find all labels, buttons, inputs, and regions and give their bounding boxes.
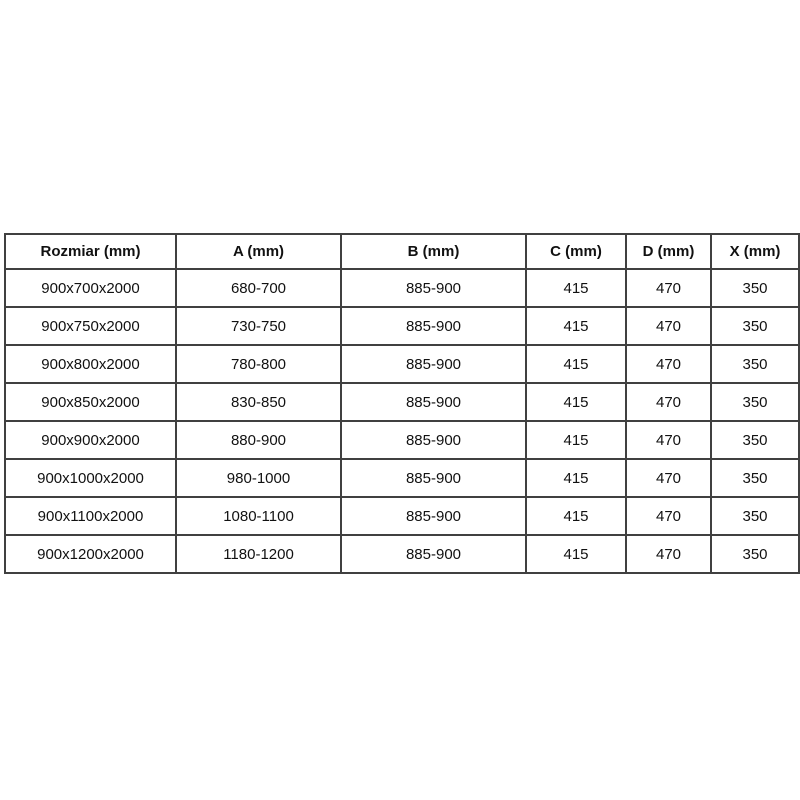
header-row bbox=[5, 234, 799, 269]
table-cell: 885-900 bbox=[341, 383, 526, 421]
table-cell: 350 bbox=[711, 307, 799, 345]
table-cell: 415 bbox=[526, 345, 626, 383]
table-cell: 900x1000x2000 bbox=[5, 459, 176, 497]
table-cell: 350 bbox=[711, 269, 799, 307]
table-cell: 885-900 bbox=[341, 421, 526, 459]
table-cell: 415 bbox=[526, 459, 626, 497]
table-cell: 415 bbox=[526, 535, 626, 573]
table-cell: 415 bbox=[526, 421, 626, 459]
table-cell: 470 bbox=[626, 345, 711, 383]
table-row bbox=[5, 497, 799, 535]
table-cell: 900x1100x2000 bbox=[5, 497, 176, 535]
table-cell: 900x1200x2000 bbox=[5, 535, 176, 573]
table-body bbox=[5, 269, 799, 573]
table-cell: 1080-1100 bbox=[176, 497, 341, 535]
table-cell: 1180-1200 bbox=[176, 535, 341, 573]
table-row bbox=[5, 307, 799, 345]
header-cell: B (mm) bbox=[341, 234, 526, 269]
table-row bbox=[5, 535, 799, 573]
header-cell: D (mm) bbox=[626, 234, 711, 269]
table-cell: 350 bbox=[711, 421, 799, 459]
table-row bbox=[5, 421, 799, 459]
table-cell: 900x800x2000 bbox=[5, 345, 176, 383]
table-cell: 900x850x2000 bbox=[5, 383, 176, 421]
table-cell: 680-700 bbox=[176, 269, 341, 307]
header-cell: X (mm) bbox=[711, 234, 799, 269]
dimensions-table bbox=[4, 233, 800, 574]
table-cell: 885-900 bbox=[341, 307, 526, 345]
table-cell: 350 bbox=[711, 459, 799, 497]
table-cell: 470 bbox=[626, 307, 711, 345]
table-cell: 470 bbox=[626, 459, 711, 497]
table-cell: 415 bbox=[526, 383, 626, 421]
table-cell: 350 bbox=[711, 345, 799, 383]
table-row bbox=[5, 345, 799, 383]
table-cell: 780-800 bbox=[176, 345, 341, 383]
table-cell: 900x900x2000 bbox=[5, 421, 176, 459]
table-cell: 470 bbox=[626, 383, 711, 421]
table-row bbox=[5, 383, 799, 421]
table-cell: 470 bbox=[626, 535, 711, 573]
table-cell: 885-900 bbox=[341, 269, 526, 307]
header-cell: A (mm) bbox=[176, 234, 341, 269]
table-cell: 885-900 bbox=[341, 459, 526, 497]
table-cell: 415 bbox=[526, 307, 626, 345]
table-cell: 900x700x2000 bbox=[5, 269, 176, 307]
table-cell: 470 bbox=[626, 269, 711, 307]
table-cell: 350 bbox=[711, 383, 799, 421]
header-cell: C (mm) bbox=[526, 234, 626, 269]
table-cell: 885-900 bbox=[341, 345, 526, 383]
table-cell: 730-750 bbox=[176, 307, 341, 345]
table-cell: 415 bbox=[526, 269, 626, 307]
table-cell: 885-900 bbox=[341, 497, 526, 535]
header-cell: Rozmiar (mm) bbox=[5, 234, 176, 269]
table-header bbox=[5, 234, 799, 269]
table-row bbox=[5, 459, 799, 497]
table-cell: 350 bbox=[711, 497, 799, 535]
table-cell: 830-850 bbox=[176, 383, 341, 421]
table-row bbox=[5, 269, 799, 307]
table-cell: 900x750x2000 bbox=[5, 307, 176, 345]
table-cell: 885-900 bbox=[341, 535, 526, 573]
table-cell: 470 bbox=[626, 497, 711, 535]
table-cell: 980-1000 bbox=[176, 459, 341, 497]
table-cell: 415 bbox=[526, 497, 626, 535]
table-cell: 350 bbox=[711, 535, 799, 573]
table-cell: 470 bbox=[626, 421, 711, 459]
table-cell: 880-900 bbox=[176, 421, 341, 459]
